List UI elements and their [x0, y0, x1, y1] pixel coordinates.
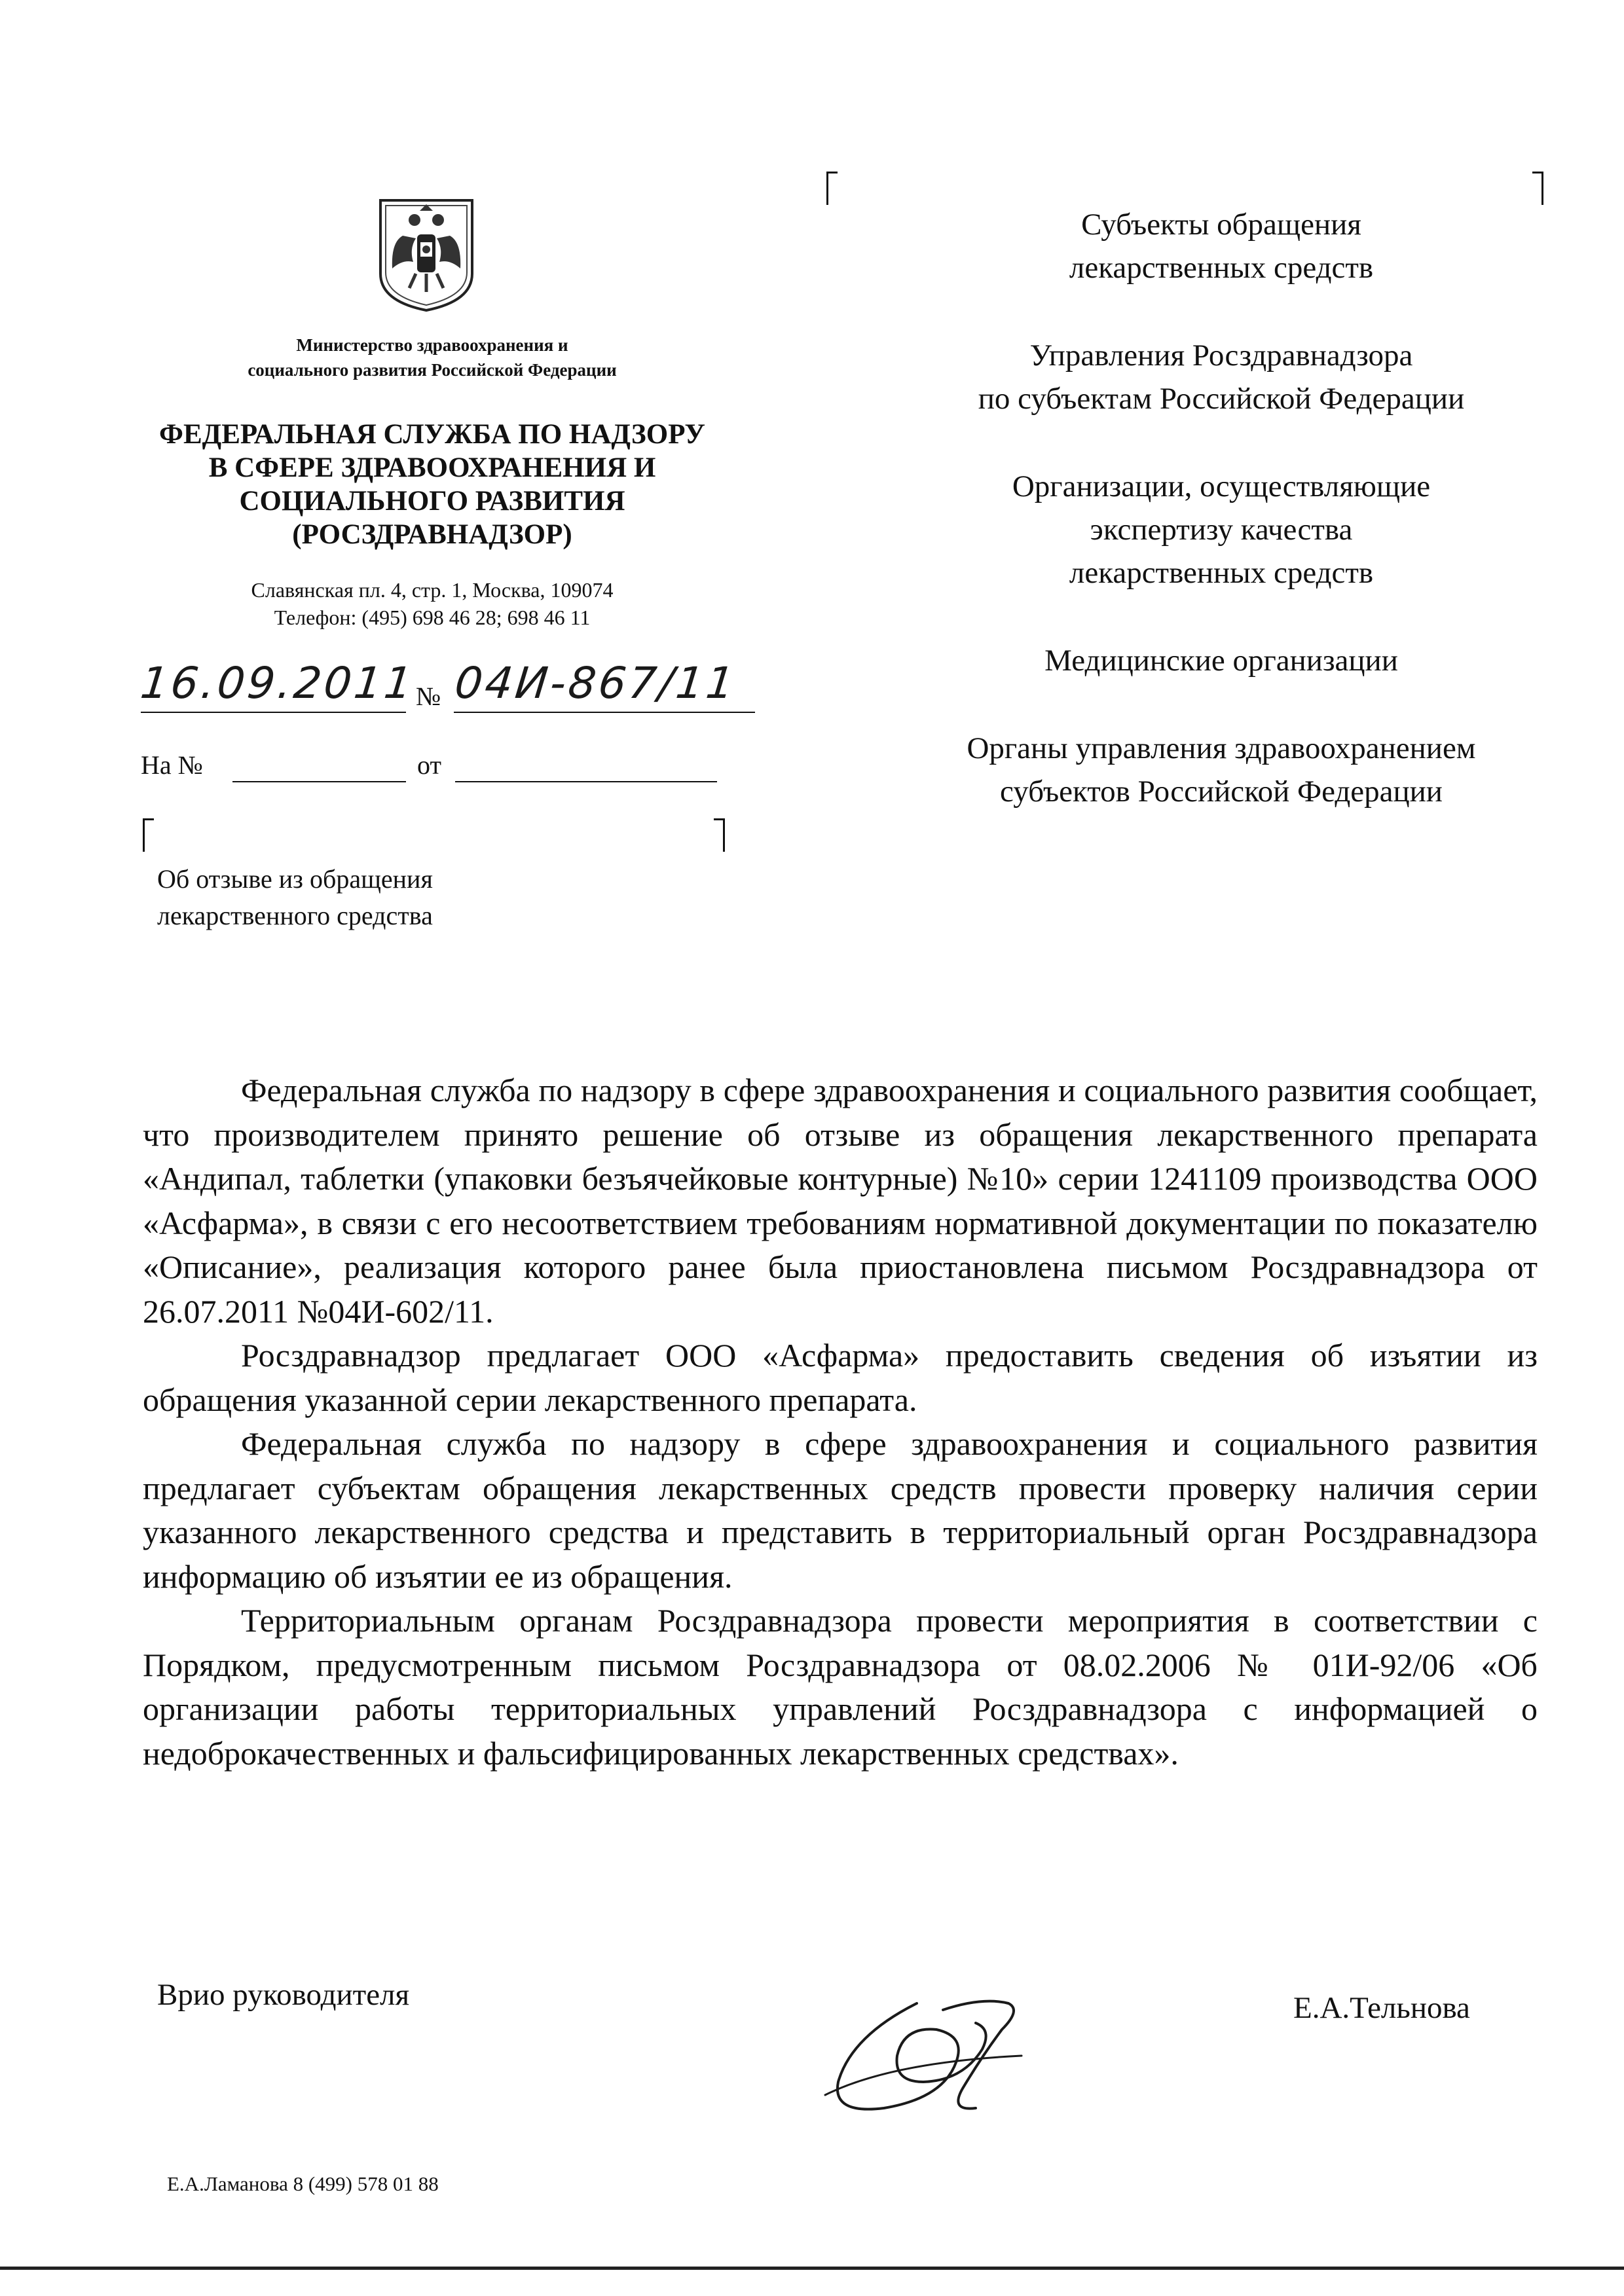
agency-line: (РОСЗДРАВНАДЗОР) — [292, 519, 572, 550]
addressee-bracket-right — [1532, 172, 1543, 205]
document-number: 04И-867/11 — [452, 658, 739, 708]
subject-bracket-left — [143, 818, 154, 852]
addressee-line: Субъекты обращения — [1081, 208, 1361, 242]
document-date: 16.09.2011 — [138, 658, 417, 708]
ref-number-field — [232, 781, 406, 782]
addressee-block — [877, 465, 1565, 594]
ministry-name — [118, 333, 747, 382]
body-paragraph: Федеральная служба по надзору в сфере здравоохранения и социального развития сообщает, что производителем принято решение об отзыве из обращения лекарственного препарата «Андипал, таблетки (упаковки безъячейковые контурные) №10» серии 1241109 производства ООО «Асфарма», в связи с его несоответствием требованиям нормативной документации по показателю «Описание», реализация которого ранее была приостановлена письмом Росздравнадзора от 26.07.2011 №04И-602/11. — [143, 1072, 1538, 1330]
addressee-block — [877, 639, 1565, 682]
addressee-block — [877, 334, 1565, 420]
addressee-block — [877, 203, 1565, 289]
agency-line: ФЕДЕРАЛЬНАЯ СЛУЖБА ПО НАДЗОРУ — [159, 419, 705, 450]
addressee-line: лекарственных средств — [1069, 251, 1374, 285]
body-paragraph: Территориальным органам Росздравнадзора провести мероприятия в соответствии с Порядком, предусмотренным письмом Росздравнадзора от 08.02.2006 № 01И-92/06 «Об организации работы территориальных управлений Росздравнадзора с информацией о недоброкачественных и фальсифицированных лекарственных средствах». — [143, 1602, 1538, 1772]
subject-line: лекарственного средства — [157, 901, 433, 930]
addressee-line: Управления Росздравнадзора — [1029, 338, 1413, 373]
addressee-list — [877, 203, 1565, 858]
document-date-number — [138, 658, 760, 717]
document-subject — [157, 861, 616, 934]
ref-date-field — [455, 781, 717, 782]
state-emblem-icon — [377, 196, 476, 313]
phone-line: Телефон: (495) 698 46 28; 698 46 11 — [274, 606, 591, 629]
signatory-role: Врио руководителя — [157, 1978, 410, 2012]
agency-line: СОЦИАЛЬНОГО РАЗВИТИЯ — [239, 486, 625, 517]
ref-number-label: На № — [141, 750, 203, 780]
addressee-line: лекарственных средств — [1069, 556, 1374, 590]
addressee-line: Органы управления здравоохранением — [967, 731, 1476, 765]
addressee-bracket-left — [826, 172, 838, 205]
number-sign: № — [416, 682, 441, 711]
address-line: Славянская пл. 4, стр. 1, Москва, 109074 — [251, 578, 614, 602]
number-underline — [454, 712, 755, 713]
addressee-line: Медицинские организации — [1044, 644, 1398, 678]
signatory-name: Е.А.Тельнова — [1293, 1991, 1470, 2025]
addressee-line: Организации, осуществляющие — [1012, 469, 1431, 503]
agency-line: В СФЕРЕ ЗДРАВООХРАНЕНИЯ И — [208, 452, 656, 483]
agency-address — [118, 576, 747, 631]
handwritten-signature — [812, 1984, 1035, 2128]
addressee-line: по субъектам Российской Федерации — [978, 382, 1465, 416]
agency-name — [118, 418, 747, 551]
addressee-block — [877, 727, 1565, 813]
body-paragraph: Федеральная служба по надзору в сфере здравоохранения и социального развития предлагает субъектам обращения лекарственных средств провести проверку наличия серии указанного лекарственного средства и представить в территориальный орган Росздравнадзора информацию об изъятии ее из обращения. — [143, 1425, 1538, 1595]
date-underline — [141, 712, 406, 713]
contact-person: Е.А.Ламанова 8 (499) 578 01 88 — [167, 2172, 439, 2195]
subject-bracket-right — [714, 818, 725, 852]
ministry-line: социального развития Российской Федерации — [248, 360, 617, 380]
addressee-line: экспертизу качества — [1090, 513, 1353, 547]
reference-line — [141, 750, 730, 789]
ref-date-label: от — [417, 750, 441, 780]
page-bottom-rule — [0, 2267, 1624, 2270]
body-paragraph: Росздравнадзор предлагает ООО «Асфарма» предоставить сведения об изъятии из обращения указанной серии лекарственного препарата. — [143, 1337, 1538, 1418]
subject-line: Об отзыве из обращения — [157, 864, 433, 894]
letter-body — [143, 1068, 1538, 1776]
ministry-line: Министерство здравоохранения и — [296, 335, 568, 355]
addressee-line: субъектов Российской Федерации — [1000, 774, 1443, 809]
